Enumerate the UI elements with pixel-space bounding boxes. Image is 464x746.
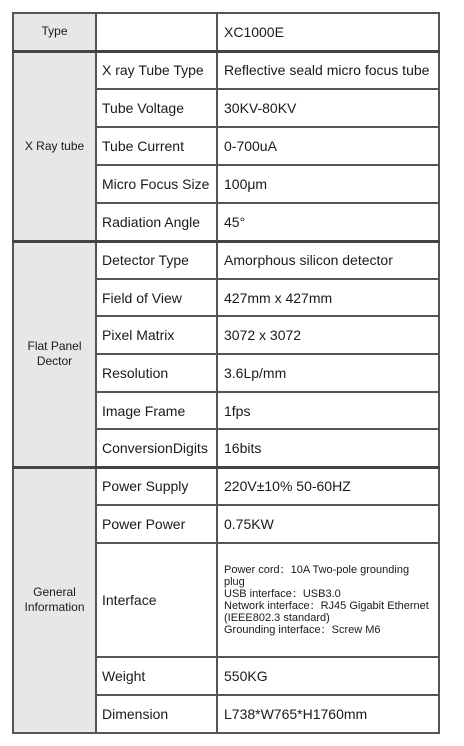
spec-label: Detector Type: [96, 241, 217, 279]
spec-label: Weight: [96, 657, 217, 695]
type-value: XC1000E: [217, 13, 439, 51]
interface-line-power-cord: Power cord：10A Two-pole grounding plug: [224, 564, 410, 588]
spec-value: 3.6Lp/mm: [217, 354, 439, 392]
spec-value: 427mm x 427mm: [217, 279, 439, 316]
spec-value: Amorphous silicon detector: [217, 241, 439, 279]
interface-line-usb: USB interface：USB3.0: [224, 588, 341, 600]
spec-label: Power Power: [96, 505, 217, 543]
spec-label: Resolution: [96, 354, 217, 392]
spec-value: L738*W765*H1760mm: [217, 695, 439, 733]
spec-value: 0-700uA: [217, 127, 439, 165]
spec-value: 550KG: [217, 657, 439, 695]
spec-value: 16bits: [217, 429, 439, 467]
section-general-information: General Information: [13, 467, 96, 733]
spec-value: 100μm: [217, 165, 439, 203]
spec-value: 45°: [217, 203, 439, 241]
section-x-ray-tube: X Ray tube: [13, 51, 96, 241]
spec-label: Micro Focus Size: [96, 165, 217, 203]
spec-value: 30KV-80KV: [217, 89, 439, 127]
spec-value: 220V±10% 50-60HZ: [217, 467, 439, 505]
type-row: [13, 13, 439, 51]
spec-label: Pixel Matrix: [96, 316, 217, 354]
spec-label: Tube Voltage: [96, 89, 217, 127]
table-row: [13, 241, 439, 279]
spec-value: Reflective seald micro focus tube: [217, 51, 439, 89]
spec-label: Radiation Angle: [96, 203, 217, 241]
spec-label: Tube Current: [96, 127, 217, 165]
spec-label: Field of View: [96, 279, 217, 316]
interface-value: [217, 543, 439, 657]
table-row: [13, 51, 439, 89]
spec-label: Image Frame: [96, 392, 217, 429]
spec-value: 3072 x 3072: [217, 316, 439, 354]
spec-table: [12, 12, 440, 734]
table-row: [13, 467, 439, 505]
spec-label: Dimension: [96, 695, 217, 733]
interface-line-network: Network interface：RJ45 Gigabit Ethernet (IEEE802.3 standard): [224, 600, 429, 624]
type-empty-cell: [96, 13, 217, 51]
spec-label: X ray Tube Type: [96, 51, 217, 89]
spec-value: 1fps: [217, 392, 439, 429]
spec-label: Power Supply: [96, 467, 217, 505]
spec-label: Interface: [96, 543, 217, 657]
interface-line-grounding: Grounding interface：Screw M6: [224, 624, 381, 636]
type-label: Type: [13, 13, 96, 51]
spec-label: ConversionDigits: [96, 429, 217, 467]
section-flat-panel-dector: Flat Panel Dector: [13, 241, 96, 467]
spec-value: 0.75KW: [217, 505, 439, 543]
